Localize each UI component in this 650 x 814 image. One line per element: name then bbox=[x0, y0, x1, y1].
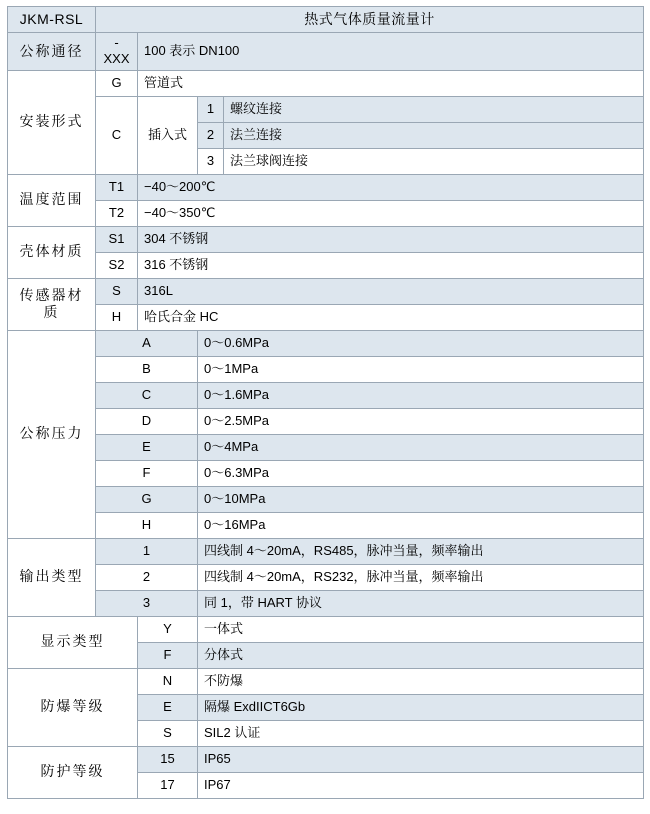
code-installation-insertion: C bbox=[96, 96, 138, 174]
row-label-explosion-proof-grade: 防爆等级 bbox=[8, 668, 138, 746]
code-pressure-f: F bbox=[96, 460, 198, 486]
code-explosion-e: E bbox=[138, 694, 198, 720]
desc-pressure-e: 0〜4MPa bbox=[198, 434, 644, 460]
code-pressure-c: C bbox=[96, 382, 198, 408]
desc-sensor-s: 316L bbox=[138, 278, 644, 304]
desc-output-3: 同 1，带 HART 协议 bbox=[198, 590, 644, 616]
table-row bbox=[8, 538, 644, 564]
desc-pressure-d: 0〜2.5MPa bbox=[198, 408, 644, 434]
model-code-cell bbox=[8, 7, 96, 33]
code-sensor-s: S bbox=[96, 278, 138, 304]
desc-explosion-e: 隔爆 ExdIICT6Gb bbox=[198, 694, 644, 720]
code-explosion-s: S bbox=[138, 720, 198, 746]
table-row bbox=[8, 668, 644, 694]
table-row bbox=[8, 226, 644, 252]
table-row bbox=[8, 512, 644, 538]
desc-housing-s1: 304 不锈钢 bbox=[138, 226, 644, 252]
code-display-y: Y bbox=[138, 616, 198, 642]
table-row bbox=[8, 330, 644, 356]
desc-output-2: 四线制 4〜20mA，RS232，脉冲当量，频率输出 bbox=[198, 564, 644, 590]
code-display-f: F bbox=[138, 642, 198, 668]
code-pressure-a: A bbox=[96, 330, 198, 356]
row-label-protection-grade: 防护等级 bbox=[8, 746, 138, 798]
row-label-temperature-range: 温度范围 bbox=[8, 174, 96, 226]
code-explosion-n: N bbox=[138, 668, 198, 694]
table-row bbox=[8, 96, 644, 122]
table-row bbox=[8, 564, 644, 590]
table-row bbox=[8, 460, 644, 486]
code-pressure-b: B bbox=[96, 356, 198, 382]
table-row bbox=[8, 200, 644, 226]
desc-pressure-h: 0〜16MPa bbox=[198, 512, 644, 538]
table-row bbox=[8, 356, 644, 382]
code-housing-s1: S1 bbox=[96, 226, 138, 252]
table-row bbox=[8, 434, 644, 460]
code-sensor-h: H bbox=[96, 304, 138, 330]
desc-protection-17: IP67 bbox=[198, 772, 644, 798]
desc-housing-s2: 316 不锈钢 bbox=[138, 252, 644, 278]
table-row bbox=[8, 70, 644, 96]
code-installation-pipeline: G bbox=[96, 70, 138, 96]
row-label-nominal-pressure: 公称压力 bbox=[8, 330, 96, 538]
product-title-cell bbox=[96, 7, 644, 33]
desc-installation-insertion: 插入式 bbox=[138, 96, 198, 174]
desc-display-f: 分体式 bbox=[198, 642, 644, 668]
code-connection-flange: 2 bbox=[198, 122, 224, 148]
desc-pressure-c: 0〜1.6MPa bbox=[198, 382, 644, 408]
table-row bbox=[8, 252, 644, 278]
desc-protection-15: IP65 bbox=[198, 746, 644, 772]
desc-connection-flange: 法兰连接 bbox=[224, 122, 644, 148]
desc-temperature-t2: −40〜350℃ bbox=[138, 200, 644, 226]
code-housing-s2: S2 bbox=[96, 252, 138, 278]
code-output-3: 3 bbox=[96, 590, 198, 616]
table-row bbox=[8, 382, 644, 408]
code-pressure-g: G bbox=[96, 486, 198, 512]
table-row bbox=[8, 486, 644, 512]
code-output-1: 1 bbox=[96, 538, 198, 564]
row-label-sensor-material: 传感器材质 bbox=[8, 278, 96, 330]
code-protection-15: 15 bbox=[138, 746, 198, 772]
desc-display-y: 一体式 bbox=[198, 616, 644, 642]
table-row bbox=[8, 278, 644, 304]
code-temperature-t2: T2 bbox=[96, 200, 138, 226]
code-pressure-h: H bbox=[96, 512, 198, 538]
desc-temperature-t1: −40〜200℃ bbox=[138, 174, 644, 200]
desc-pressure-g: 0〜10MPa bbox=[198, 486, 644, 512]
code-pressure-d: D bbox=[96, 408, 198, 434]
code-temperature-t1: T1 bbox=[96, 174, 138, 200]
product-model-selection-table bbox=[7, 6, 644, 799]
desc-sensor-h: 哈氏合金 HC bbox=[138, 304, 644, 330]
desc-explosion-s: SIL2 认证 bbox=[198, 720, 644, 746]
code-connection-thread: 1 bbox=[198, 96, 224, 122]
table-row bbox=[8, 7, 644, 33]
table-row bbox=[8, 304, 644, 330]
code-protection-17: 17 bbox=[138, 772, 198, 798]
desc-output-1: 四线制 4〜20mA，RS485，脉冲当量，频率输出 bbox=[198, 538, 644, 564]
table-row bbox=[8, 590, 644, 616]
table-row bbox=[8, 746, 644, 772]
table-row bbox=[8, 408, 644, 434]
row-label-housing-material: 壳体材质 bbox=[8, 226, 96, 278]
row-label-display-type: 显示类型 bbox=[8, 616, 138, 668]
row-label-output-type: 输出类型 bbox=[8, 538, 96, 616]
code-connection-flange-ballvalve: 3 bbox=[198, 148, 224, 174]
desc-connection-flange-ballvalve: 法兰球阀连接 bbox=[224, 148, 644, 174]
code-pressure-e: E bbox=[96, 434, 198, 460]
row-label-installation-type: 安装形式 bbox=[8, 70, 96, 174]
desc-pressure-a: 0〜0.6MPa bbox=[198, 330, 644, 356]
desc-pressure-f: 0〜6.3MPa bbox=[198, 460, 644, 486]
table-row bbox=[8, 616, 644, 642]
model-code-label: JKM-RSL bbox=[19, 10, 84, 27]
table-row bbox=[8, 174, 644, 200]
desc-nominal-diameter: 100 表示 DN100 bbox=[138, 33, 644, 71]
product-title-label: 热式气体质量流量计 bbox=[304, 10, 435, 27]
table-row bbox=[8, 33, 644, 71]
row-label-nominal-diameter: 公称通径 bbox=[8, 33, 96, 71]
desc-pressure-b: 0〜1MPa bbox=[198, 356, 644, 382]
desc-explosion-n: 不防爆 bbox=[198, 668, 644, 694]
desc-installation-pipeline: 管道式 bbox=[138, 70, 644, 96]
code-output-2: 2 bbox=[96, 564, 198, 590]
desc-connection-thread: 螺纹连接 bbox=[224, 96, 644, 122]
code-nominal-diameter: -XXX bbox=[96, 33, 138, 71]
